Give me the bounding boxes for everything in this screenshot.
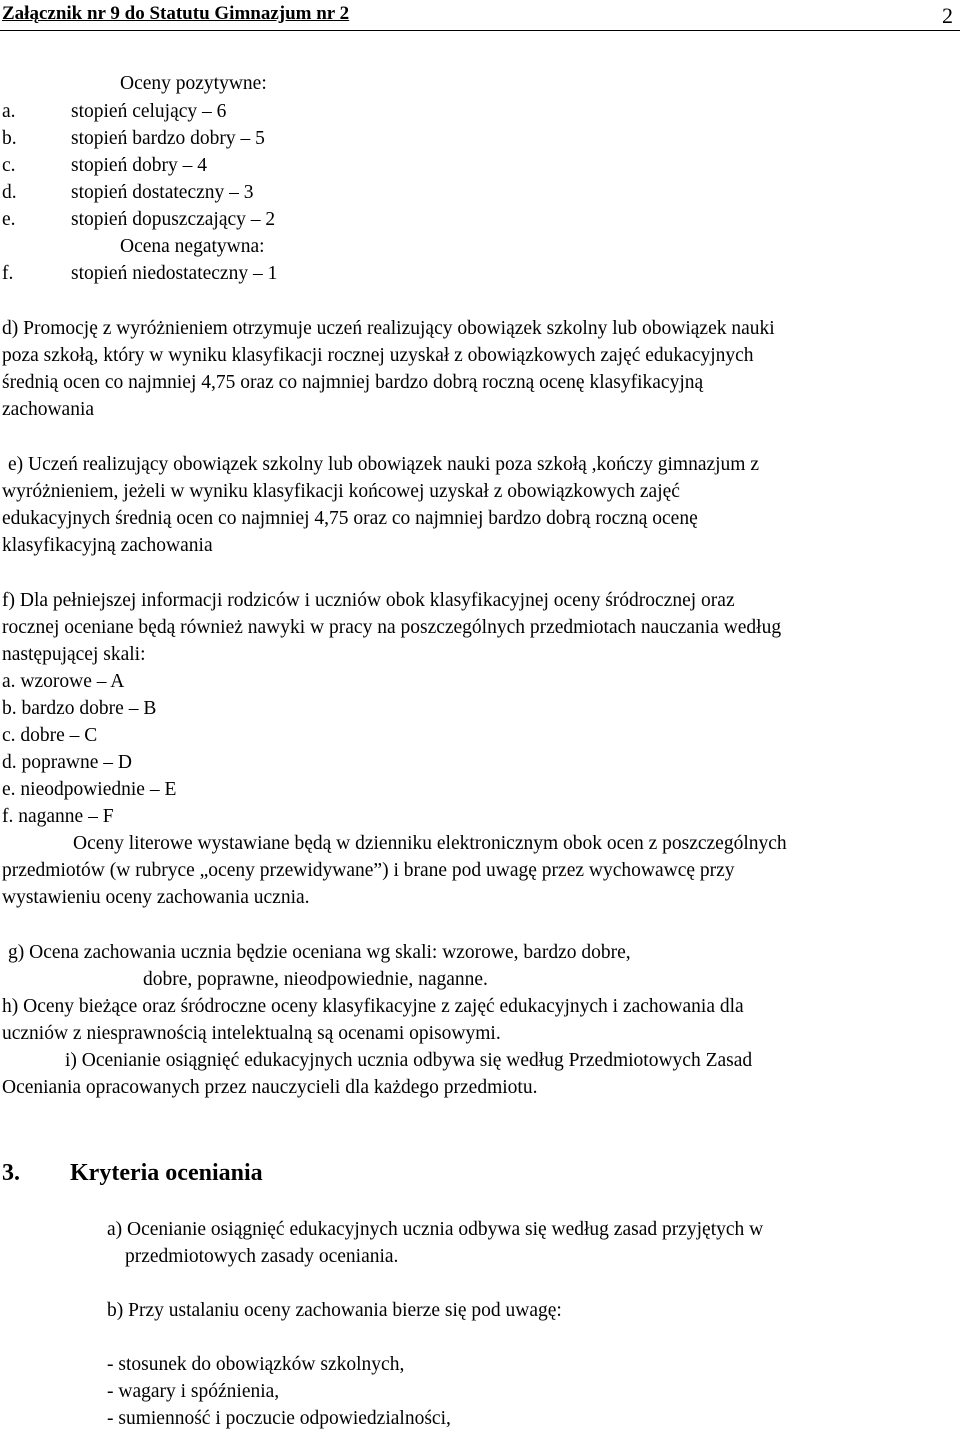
- text-line: - sumienność i poczucie odpowiedzialności,: [107, 1408, 451, 1429]
- text-line: poza szkołą, który w wyniku klasyfikacji rocznej uzyskał z obowiązkowych zajęć edukacyjnych: [2, 345, 754, 366]
- header-rule: [0, 30, 960, 31]
- text-line: b) Przy ustalaniu oceny zachowania bierze się pod uwagę:: [107, 1300, 562, 1321]
- text-line: - wagary i spóźnienia,: [107, 1381, 280, 1402]
- text-line: b. bardzo dobre – B: [2, 698, 157, 719]
- page-number: 2: [942, 3, 953, 28]
- text-line: h) Oceny bieżące oraz śródroczne oceny klasyfikacyjne z zajęć edukacyjnych i zachowania dla: [2, 996, 744, 1017]
- list-marker: f.: [2, 263, 14, 284]
- text-line: przedmiotowych zasady oceniania.: [125, 1246, 399, 1267]
- text-line: d. poprawne – D: [2, 752, 132, 773]
- document-header-title: Załącznik nr 9 do Statutu Gimnazjum nr 2: [2, 3, 350, 24]
- text-line: wyróżnieniem, jeżeli w wyniku klasyfikacji końcowej uzyskał z obowiązkowych zajęć: [2, 481, 680, 502]
- text-line: i) Ocenianie osiągnięć edukacyjnych ucznia odbywa się według Przedmiotowych Zasad: [65, 1050, 753, 1071]
- text-line: rocznej oceniane będą również nawyki w pracy na poszczególnych przedmiotach nauczania według: [2, 617, 782, 638]
- text-line: f) Dla pełniejszej informacji rodziców i uczniów obok klasyfikacyjnej oceny śródrocznej oraz: [2, 590, 735, 611]
- text-line: stopień celujący – 6: [71, 101, 227, 122]
- text-line: stopień dopuszczający – 2: [71, 209, 276, 230]
- text-line: e. nieodpowiednie – E: [2, 779, 177, 800]
- list-marker: b.: [2, 128, 17, 149]
- text-line: przedmiotów (w rubryce „oceny przewidywane”) i brane pod uwagę przez wychowawcę przy: [2, 860, 735, 881]
- list-marker: d.: [2, 182, 17, 203]
- text-line: Oceniania opracowanych przez nauczycieli dla każdego przedmiotu.: [2, 1077, 538, 1098]
- text-line: stopień bardzo dobry – 5: [71, 128, 265, 149]
- text-line: średnią ocen co najmniej 4,75 oraz co najmniej bardzo dobrą roczną ocenę klasyfikacyjną: [2, 372, 704, 393]
- text-line: d) Promocję z wyróżnieniem otrzymuje uczeń realizujący obowiązek szkolny lub obowiązek nauki: [2, 318, 775, 339]
- text-line: Oceny literowe wystawiane będą w dzienniku elektronicznym obok ocen z poszczególnych: [73, 833, 787, 854]
- text-line: klasyfikacyjną zachowania: [2, 535, 213, 556]
- text-line: edukacyjnych średnią ocen co najmniej 4,75 oraz co najmniej bardzo dobrą roczną ocenę: [2, 508, 698, 529]
- list-marker: a.: [2, 101, 16, 122]
- text-line: Ocena negatywna:: [120, 236, 265, 257]
- text-line: zachowania: [2, 399, 95, 420]
- text-line: stopień niedostateczny – 1: [71, 263, 278, 284]
- text-line: następującej skali:: [2, 644, 146, 665]
- text-line: c. dobre – C: [2, 725, 98, 746]
- list-marker: e.: [2, 209, 16, 230]
- text-line: wystawieniu oceny zachowania ucznia.: [2, 887, 310, 908]
- text-line: uczniów z niesprawnością intelektualną są ocenami opisowymi.: [2, 1023, 501, 1044]
- text-line: Oceny pozytywne:: [120, 73, 267, 94]
- text-line: a. wzorowe – A: [2, 671, 125, 692]
- text-line: - stosunek do obowiązków szkolnych,: [107, 1354, 405, 1375]
- text-line: a) Ocenianie osiągnięć edukacyjnych ucznia odbywa się według zasad przyjętych w: [107, 1219, 764, 1240]
- text-line: g) Ocena zachowania ucznia będzie oceniana wg skali: wzorowe, bardzo dobre,: [8, 942, 631, 963]
- text-line: e) Uczeń realizujący obowiązek szkolny lub obowiązek nauki poza szkołą ,kończy gimnazjum z: [8, 454, 759, 475]
- text-line: f. naganne – F: [2, 806, 114, 827]
- text-line: dobre, poprawne, nieodpowiednie, naganne.: [143, 969, 488, 990]
- section-title: Kryteria oceniania: [70, 1160, 263, 1186]
- text-line: stopień dostateczny – 3: [71, 182, 254, 203]
- section-number: 3.: [2, 1160, 20, 1186]
- text-line: stopień dobry – 4: [71, 155, 207, 176]
- list-marker: c.: [2, 155, 16, 176]
